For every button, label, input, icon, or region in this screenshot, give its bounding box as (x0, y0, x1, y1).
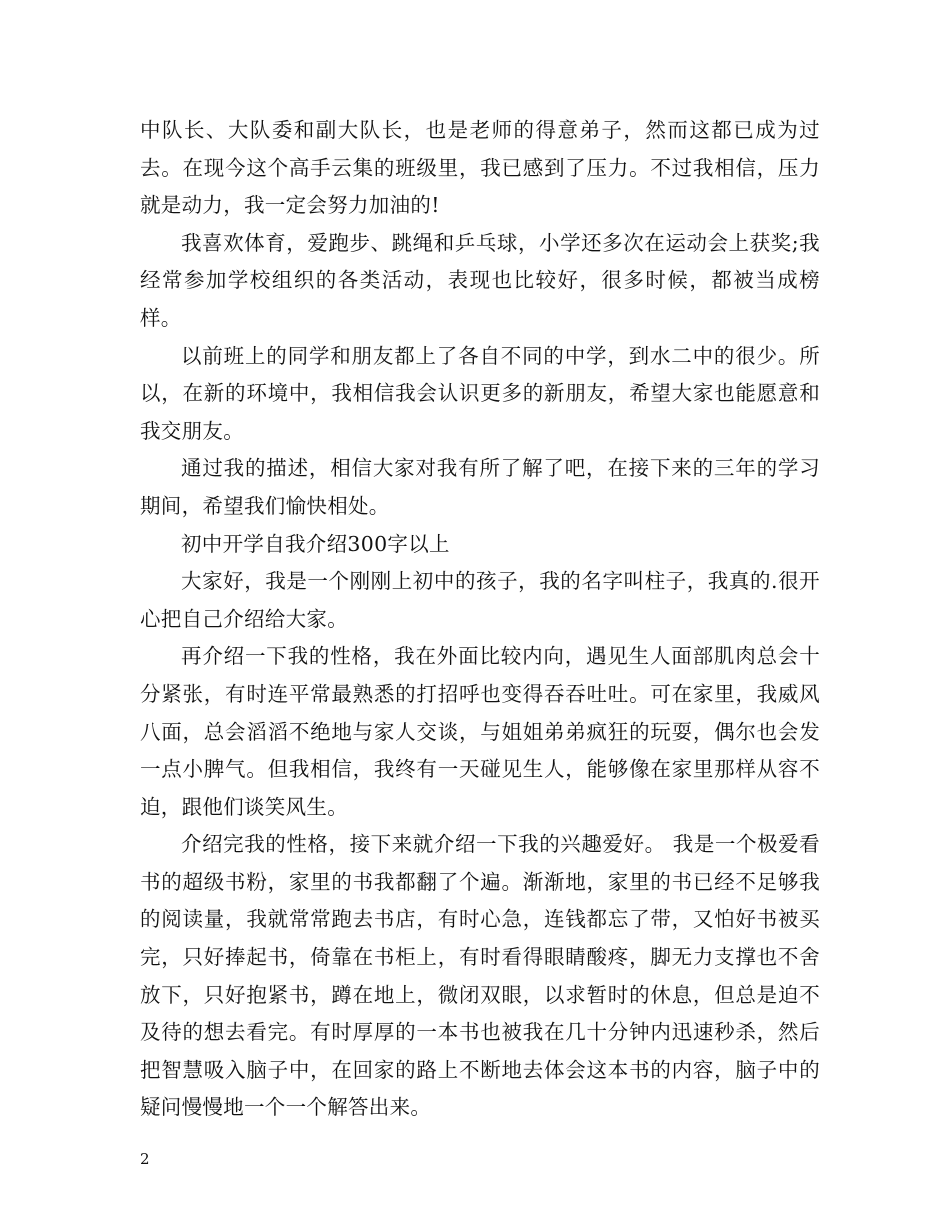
paragraph: 介绍完我的性格，接下来就介绍一下我的兴趣爱好。 我是一个极爱看书的超级书粉，家里的书我都翻了个遍。渐渐地，家里的书已经不足够我的阅读量，我就常常跑去书店，有时心急，连钱都忘了带，又怕好书被买完，只好捧起书，倚靠在书柜上，有时看得眼睛酸疼，脚无力支撑也不舍放下，只好抱紧书，蹲在地上，微闭双眼，以求暂时的休息，但总是迫不及待的想去看完。有时厚厚的一本书也被我在几十分钟内迅速秒杀，然后把智慧吸入脑子中，在回家的路上不断地去体会这本书的内容，脑子中的疑问慢慢地一个一个解答出来。 (140, 832, 820, 1120)
paragraph: 大家好，我是一个刚刚上初中的孩子，我的名字叫柱子，我真的.很开心把自己介绍给大家。 (140, 569, 820, 631)
body-text (140, 112, 820, 1127)
paragraph: 中队长、大队委和副大队长，也是老师的得意弟子，然而这都已成为过去。在现今这个高手云集的班级里，我已感到了压力。不过我相信，压力就是动力，我一定会努力加油的! (140, 118, 820, 218)
paragraph: 通过我的描述，相信大家对我有所了解了吧，在接下来的三年的学习期间，希望我们愉快相处。 (140, 456, 820, 518)
paragraph: 再介绍一下我的性格，我在外面比较内向，遇见生人面部肌肉总会十分紧张，有时连平常最熟悉的打招呼也变得吞吞吐吐。可在家里，我威风八面，总会滔滔不绝地与家人交谈，与姐姐弟弟疯狂的玩耍，偶尔也会发一点小脾气。但我相信，我终有一天碰见生人，能够像在家里那样从容不迫，跟他们谈笑风生。 (140, 644, 820, 819)
paragraph: 以前班上的同学和朋友都上了各自不同的中学，到水二中的很少。所以，在新的环境中，我相信我会认识更多的新朋友，希望大家也能愿意和我交朋友。 (140, 343, 820, 443)
section-heading: 初中开学自我介绍300字以上 (181, 531, 450, 556)
page-number: 2 (140, 1150, 150, 1168)
paragraph: 我喜欢体育，爱跑步、跳绳和乒乓球，小学还多次在运动会上获奖;我经常参加学校组织的各类活动，表现也比较好，很多时候，都被当成榜样。 (140, 230, 820, 330)
